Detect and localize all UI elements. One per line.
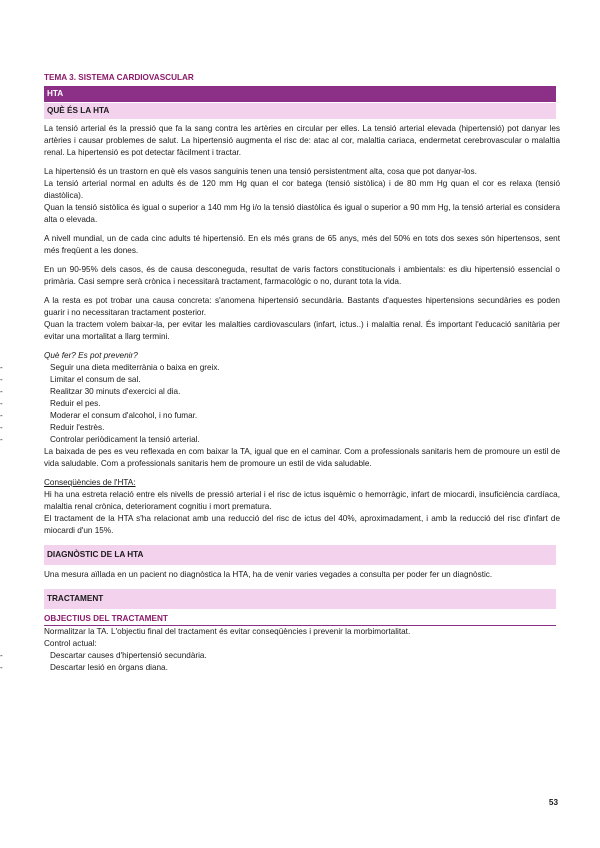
list-item: - Controlar periòdicament la tensió arterial. xyxy=(44,434,560,446)
paragraph: En un 90-95% dels casos, és de causa desconeguda, resultat de varis factors constitucionals i ambientals: es diu hipertensió essencial o primària. Casi sempre serà crònica i necessitarà tractament, farmacològic o no, durant tota la vida. xyxy=(44,265,560,286)
treatment-objectives-title: OBJECTIUS DEL TRACTAMENT xyxy=(44,614,168,623)
section-header-diagnosis: DIAGNÒSTIC DE LA HTA xyxy=(44,545,556,565)
paragraph: Normalitzar la TA. L'objectiu final del tractament és evitar conseqüències i prevenir la morbimortalitat. Control actual: xyxy=(44,627,411,648)
paragraph: A la resta es pot trobar una causa concreta: s'anomena hipertensió secundària. Bastants d'aquestes hipertensions secundàries es poden guarir i no necessitaran tractament posterior. Quan la tractem volem baixar-la, per evitar les malalties cardiovasculars (infart, ictus..) i malaltia renal. És important l'educació sanitària per evitar una mortalitat a llarg termini. xyxy=(44,296,560,341)
list-item: - Descartar lesió en òrgans diana. xyxy=(44,662,560,674)
list-item: - Limitar el consum de sal. xyxy=(44,374,560,386)
paragraph: La tensió arterial és la pressió que fa la sang contra les artèries en circular per elles. La tensió arterial elevada (hipertensió) pot danyar les artèries i causar problemes de salut. La hipertensió augmenta el risc de: atac al cor, malaltia cariaca, endermetat cerebrovascular o malaltia renal. La hipertensió es pot detectar fàcilment i tractar. xyxy=(44,124,560,157)
section-header-hta: HTA xyxy=(44,86,556,102)
treatment-list xyxy=(44,650,560,674)
list-item: - Descartar causes d'hipertensió secundària. xyxy=(44,650,560,662)
section-header-what-is: QUÈ ÉS LA HTA xyxy=(44,103,556,119)
chapter-title: TEMA 3. SISTEMA CARDIOVASCULAR xyxy=(44,73,194,82)
paragraph: A nivell mundial, un de cada cinc adults té hipertensió. En els més grans de 65 anys, més del 50% en tots dos sexes són hipertensos, sent més freqüent a les dones. xyxy=(44,234,560,255)
list-item: - Realitzar 30 minuts d'exercici al dia. xyxy=(44,386,560,398)
list-item: - Reduir el pes. xyxy=(44,398,560,410)
prevent-title: Què fer? Es pot prevenir? xyxy=(44,351,138,360)
list-item: - Reduir l'estrès. xyxy=(44,422,560,434)
paragraph: Una mesura aïllada en un pacient no diagnòstica la HTA, ha de venir varies vegades a consulta per poder fer un diagnòstic. xyxy=(44,570,493,579)
list-item: - Moderar el consum d'alcohol, i no fumar. xyxy=(44,410,560,422)
paragraph: La hipertensió és un trastorn en què els vasos sanguinis tenen una tensió persistentment alta, cosa que pot danyar-los. La tensió arterial normal en adults és de 120 mm Hg quan el cor batega (tensió sistòlica) i de 80 mm Hg quan el cor es relaxa (tensió diastòlica). Quan la tensió sistòlica és igual o superior a 140 mm Hg i/o la tensió diastòlica és igual o superior a 90 mm Hg, la tensió arterial es considera alta o elevada. xyxy=(44,167,560,224)
paragraph: Hi ha una estreta relació entre els nivells de pressió arterial i el risc de ictus isquèmic o hemorràgic, infart de miocardi, insuficiència cardíaca, malaltia renal crònica, deteriorament cognitiu i mort prematura. El tractament de la HTA s'ha relacionat amb una reducció del risc de ictus del 40%, aproximadament, i amb la reducció del risc d'infart de miocardi d'un 15%. xyxy=(44,490,560,535)
list-item: - Seguir una dieta mediterrània o baixa en greix. xyxy=(44,362,560,374)
paragraph: La baixada de pes es veu reflexada en com baixar la TA, igual que en el caminar. Com a professionals sanitaris hem de promoure un estil de vida saludable. Com a professionals sanitaris hem de promoure un estil de vida saludable. xyxy=(44,447,560,468)
document-page xyxy=(44,72,560,674)
page-number: 53 xyxy=(548,798,558,807)
prevent-list xyxy=(44,362,560,446)
section-header-treatment: TRACTAMENT xyxy=(44,589,556,609)
consequences-title: Conseqüències de l'HTA: xyxy=(44,478,136,487)
